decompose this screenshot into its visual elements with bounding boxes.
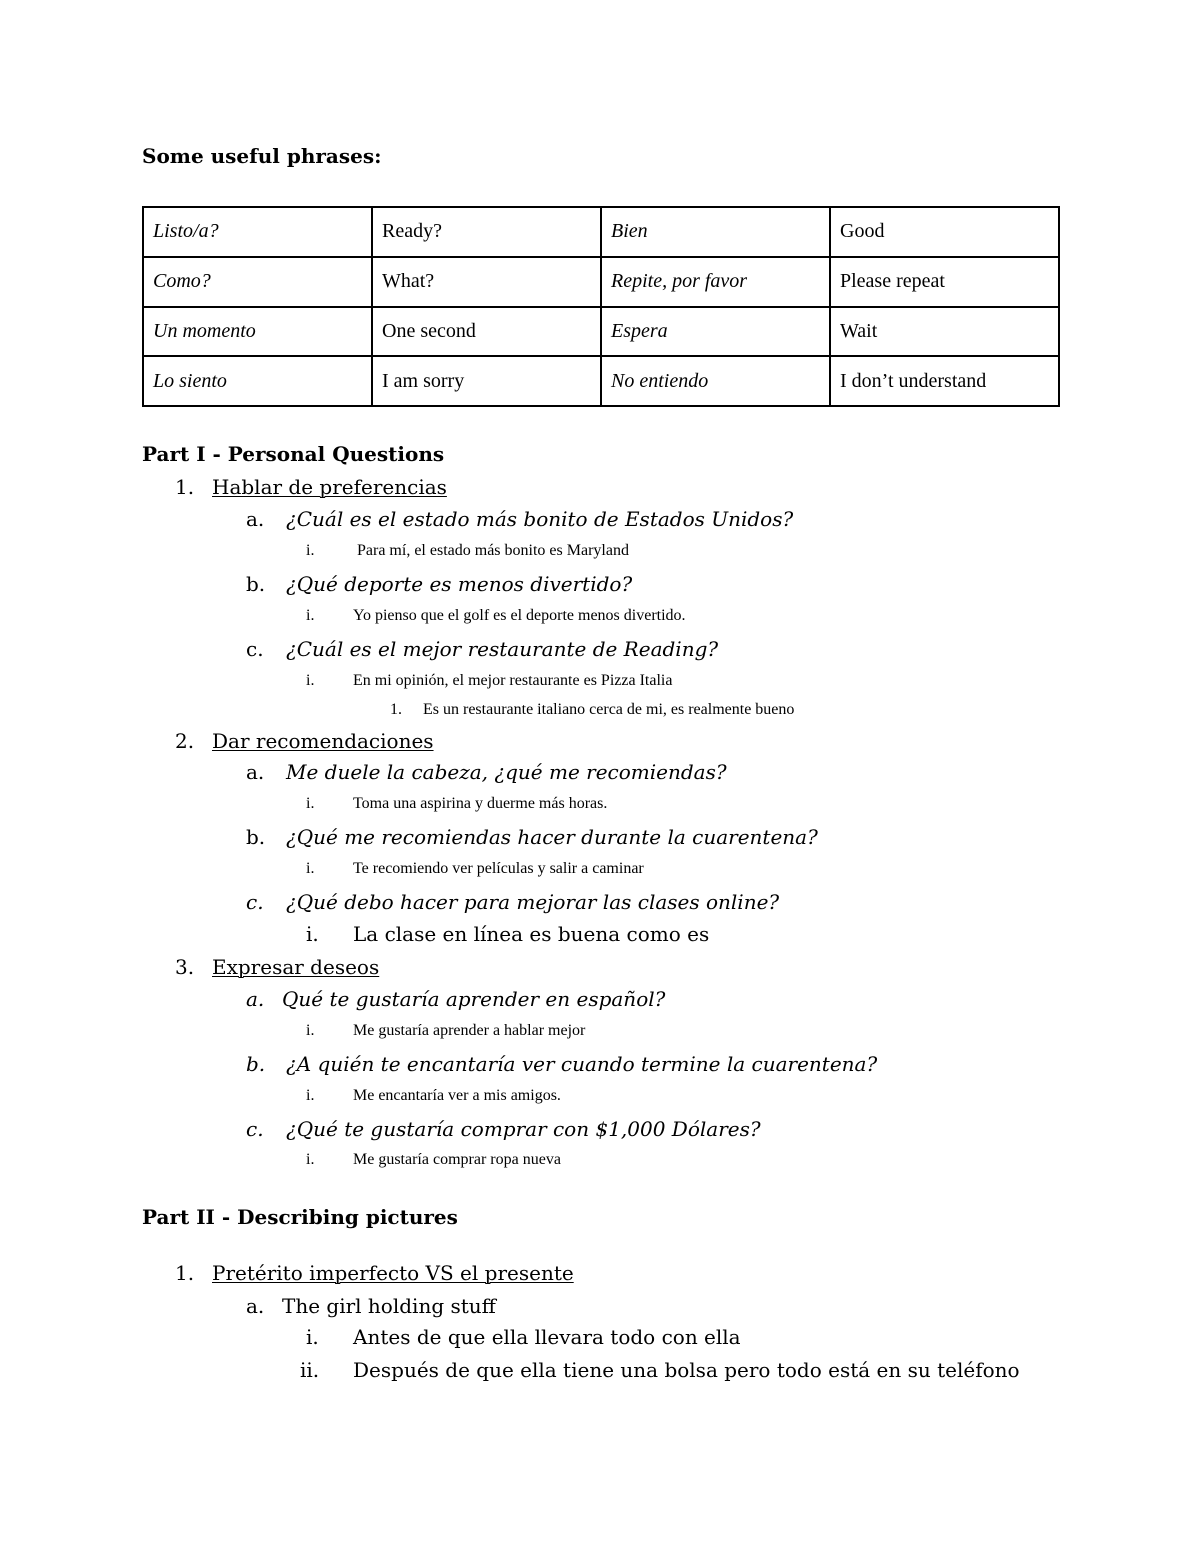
- list-number: 1.: [390, 701, 402, 718]
- answer-text: Te recomiendo ver películas y salir a caminar: [353, 860, 644, 877]
- list-roman: i.: [306, 860, 315, 877]
- list-roman: i.: [306, 1325, 319, 1349]
- table-cell: What?: [372, 257, 601, 307]
- question-text: Qué te gustaría aprender en español?: [282, 987, 666, 1011]
- table-cell: Please repeat: [830, 257, 1059, 307]
- list-number: 2.: [175, 729, 195, 753]
- question-text: ¿Cuál es el estado más bonito de Estados Unidos?: [286, 507, 794, 531]
- list-roman: i.: [306, 922, 319, 946]
- answer-text: Me gustaría comprar ropa nueva: [353, 1151, 561, 1168]
- question-text: ¿Qué debo hacer para mejorar las clases online?: [286, 890, 780, 914]
- list-roman: i.: [306, 542, 315, 559]
- table-row: [143, 356, 1059, 406]
- table-cell: I am sorry: [372, 356, 601, 406]
- part2-heading: Part II - Describing pictures: [142, 1205, 458, 1229]
- table-cell: Lo siento: [143, 356, 372, 406]
- answer-text: En mi opinión, el mejor restaurante es Pizza Italia: [353, 672, 673, 689]
- table-cell: Wait: [830, 307, 1059, 357]
- answer-text: La clase en línea es buena como es: [353, 922, 710, 946]
- phrases-table: [142, 206, 1060, 407]
- question-text: ¿Qué me recomiendas hacer durante la cuarentena?: [286, 825, 818, 849]
- section-title: Hablar de preferencias: [212, 475, 447, 499]
- question-text: ¿Qué deporte es menos divertido?: [286, 572, 633, 596]
- answer-text: Antes de que ella llevara todo con ella: [353, 1325, 741, 1349]
- list-roman: i.: [306, 1151, 315, 1168]
- answer-text: Es un restaurante italiano cerca de mi, es realmente bueno: [423, 701, 795, 718]
- list-roman: i.: [306, 1087, 315, 1104]
- list-letter: a.: [246, 1294, 265, 1318]
- part1-heading: Part I - Personal Questions: [142, 442, 445, 466]
- table-cell: Bien: [601, 207, 830, 257]
- list-number: 3.: [175, 955, 195, 979]
- list-roman: i.: [306, 1022, 315, 1039]
- section-title: Pretérito imperfecto VS el presente: [212, 1261, 574, 1285]
- table-cell: Good: [830, 207, 1059, 257]
- table-cell: Repite, por favor: [601, 257, 830, 307]
- table-cell: Un momento: [143, 307, 372, 357]
- list-roman: i.: [306, 607, 315, 624]
- table-cell: No entiendo: [601, 356, 830, 406]
- list-letter: c.: [246, 1117, 264, 1141]
- answer-text: Me encantaría ver a mis amigos.: [353, 1087, 561, 1104]
- question-text: ¿Cuál es el mejor restaurante de Reading?: [286, 637, 719, 661]
- table-cell: One second: [372, 307, 601, 357]
- list-letter: a.: [246, 987, 265, 1011]
- table-row: [143, 257, 1059, 307]
- answer-text: Después de que ella tiene una bolsa pero todo está en su teléfono: [353, 1358, 1020, 1382]
- list-letter: b.: [246, 1052, 266, 1076]
- table-cell: Espera: [601, 307, 830, 357]
- list-letter: c.: [246, 637, 264, 661]
- list-letter: a.: [246, 507, 265, 531]
- list-roman: i.: [306, 795, 315, 812]
- list-letter: c.: [246, 890, 264, 914]
- table-cell: Ready?: [372, 207, 601, 257]
- question-text: Me duele la cabeza, ¿qué me recomiendas?: [286, 760, 727, 784]
- table-cell: Listo/a?: [143, 207, 372, 257]
- answer-text: Me gustaría aprender a hablar mejor: [353, 1022, 586, 1039]
- section-title: Dar recomendaciones: [212, 729, 434, 753]
- table-cell: Como?: [143, 257, 372, 307]
- list-number: 1.: [175, 475, 195, 499]
- item-text: The girl holding stuff: [282, 1294, 496, 1318]
- list-roman: i.: [306, 672, 315, 689]
- question-text: ¿A quién te encantaría ver cuando termine la cuarentena?: [286, 1052, 878, 1076]
- list-letter: a.: [246, 760, 265, 784]
- answer-text: Para mí, el estado más bonito es Maryland: [357, 542, 629, 559]
- answer-text: Yo pienso que el golf es el deporte menos divertido.: [353, 607, 686, 624]
- list-roman: ii.: [300, 1358, 320, 1382]
- answer-text: Toma una aspirina y duerme más horas.: [353, 795, 608, 812]
- table-row: [143, 307, 1059, 357]
- section-title: Expresar deseos: [212, 955, 380, 979]
- list-number: 1.: [175, 1261, 195, 1285]
- page-title: Some useful phrases:: [142, 144, 382, 168]
- list-letter: b.: [246, 825, 266, 849]
- table-cell: I don’t understand: [830, 356, 1059, 406]
- list-letter: b.: [246, 572, 266, 596]
- question-text: ¿Qué te gustaría comprar con $1,000 Dólares?: [286, 1117, 761, 1141]
- table-row: [143, 207, 1059, 257]
